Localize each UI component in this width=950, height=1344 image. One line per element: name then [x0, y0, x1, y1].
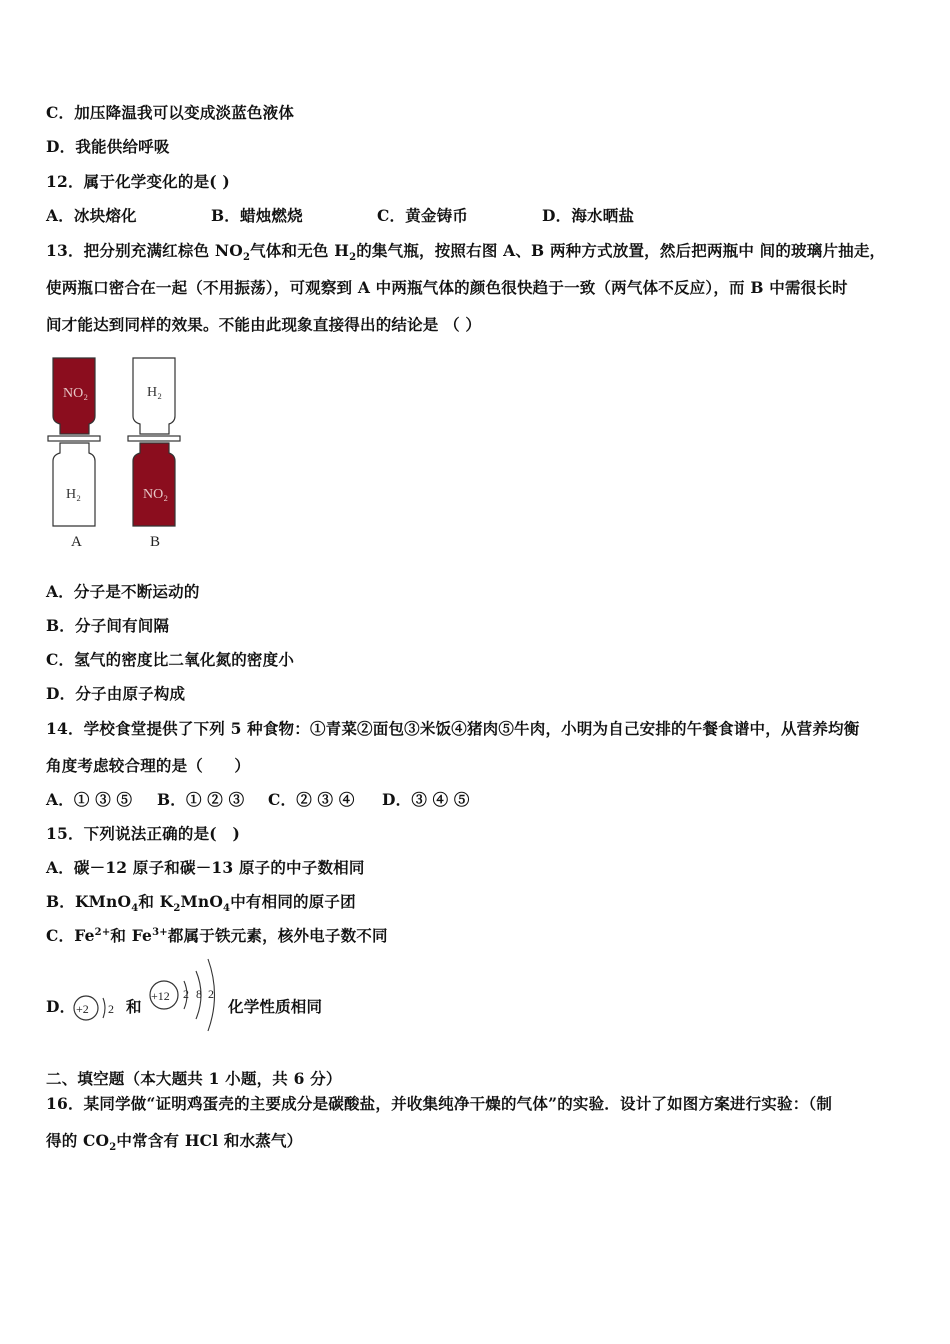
- q13-text: 气体和无色 H: [250, 241, 350, 260]
- jar-b-top-label: H₂: [147, 385, 162, 400]
- atom-structure-he-icon: [70, 990, 120, 1026]
- q16-text: 得的 CO: [46, 1131, 110, 1150]
- q15-b-text: 和 K: [138, 892, 174, 911]
- subscript: 2: [349, 252, 357, 264]
- gas-jars-figure: [44, 352, 194, 557]
- q14-stem-line2: 角度考虑较合理的是（ ）: [46, 756, 251, 775]
- glass-plate-b: [128, 436, 180, 441]
- q14-stem-line1: 14．学校食堂提供了下列 5 种食物：①青菜②面包③米饭④猪肉⑤牛肉，小明为自己安排的午餐食谱中，从营养均衡: [46, 719, 860, 738]
- q15-c-text: 和 Fe: [110, 926, 153, 945]
- q15-c-text: 都属于铁元素，核外电子数不同: [167, 926, 388, 945]
- svg-text:2: 2: [208, 987, 214, 1001]
- jar-a-bottom-label: H₂: [66, 487, 81, 502]
- q13-text: 13．把分别充满红棕色 NO: [46, 241, 243, 260]
- q13-option-b: B．分子间有间隔: [46, 616, 170, 635]
- q13-option-c: C．氢气的密度比二氧化氮的密度小: [46, 650, 295, 669]
- svg-text:+2: +2: [76, 1002, 89, 1016]
- q11-option-c: C．加压降温我可以变成淡蓝色液体: [46, 103, 295, 122]
- q15-b-text: B．KMnO: [46, 892, 132, 911]
- superscript: 2+: [94, 926, 111, 938]
- q15-stem: 15．下列说法正确的是( ): [46, 824, 241, 843]
- svg-text:8: 8: [196, 987, 202, 1001]
- figure-label-a: A: [71, 534, 82, 550]
- q12-option-b: B．蜡烛燃烧: [211, 206, 303, 225]
- q14-option-a: A．① ③ ⑤: [46, 790, 133, 809]
- figure-label-b: B: [150, 534, 161, 550]
- q16-text: 中常含有 HCl 和水蒸气）: [116, 1131, 303, 1150]
- svg-text:2: 2: [108, 1002, 114, 1016]
- q15-option-d-and: 和: [126, 997, 142, 1016]
- q14-option-c: C．② ③ ④: [268, 790, 355, 809]
- jar-a-bottom-h2: [53, 443, 95, 526]
- q11-option-d: D．我能供给呼吸: [46, 137, 170, 156]
- subscript: 2: [242, 252, 251, 264]
- jar-b-bottom-no2: [133, 443, 175, 526]
- q14-option-d: D．③ ④ ⑤: [382, 790, 470, 809]
- svg-text:2: 2: [183, 987, 189, 1001]
- q15-option-c: [46, 924, 388, 946]
- atom-structure-mg-icon: [146, 955, 226, 1033]
- jar-a-top-label: NO₂: [63, 386, 89, 401]
- svg-text:+12: +12: [151, 989, 170, 1003]
- glass-plate-a: [48, 436, 100, 441]
- section-title: 二、填空题（本大题共 1 小题，共 6 分）: [46, 1069, 342, 1088]
- q14-option-b: B．① ② ③: [157, 790, 245, 809]
- q13-option-a: A．分子是不断运动的: [46, 582, 200, 601]
- q13-stem-line2: 使两瓶口密合在一起（不用振荡），可观察到 A 中两瓶气体的颜色很快趋于一致（两气体不反应），而 B 中需很长时: [46, 278, 848, 297]
- q12-option-d: D．海水晒盐: [542, 206, 635, 225]
- q15-b-text: 中有相同的原子团: [230, 892, 356, 911]
- q13-stem-line3: 间才能达到同样的效果。不能由此现象直接得出的结论是 （ ）: [46, 315, 482, 334]
- q15-c-text: C．Fe: [46, 926, 95, 945]
- q16-stem-line1: 16．某同学做“证明鸡蛋壳的主要成分是碳酸盐，并收集纯净干燥的气体”的实验．设计了如图方案进行实验：（制: [46, 1094, 833, 1113]
- q15-option-a: A．碳－12 原子和碳－13 原子的中子数相同: [46, 858, 365, 877]
- q12-option-c: C．黄金铸币: [377, 206, 469, 225]
- superscript: 3+: [152, 926, 168, 938]
- q12-option-a: A．冰块熔化: [46, 206, 137, 225]
- q13-option-d: D．分子由原子构成: [46, 684, 186, 703]
- q13-stem-line1: [46, 239, 885, 263]
- q16-stem-line2: [46, 1129, 302, 1153]
- jar-b-bottom-label: NO₂: [143, 487, 169, 502]
- subscript: 4: [131, 903, 139, 915]
- subscript: 4: [223, 903, 231, 915]
- q13-text: 的集气瓶，按照右图 A、B 两种方式放置，然后把两瓶中 间的玻璃片抽走，: [356, 241, 886, 260]
- subscript: 2: [109, 1142, 117, 1154]
- q15-option-b: [46, 890, 356, 914]
- q15-option-d-label: D．: [46, 997, 76, 1016]
- q15-option-d-text: 化学性质相同: [228, 997, 323, 1016]
- subscript: 2: [173, 903, 181, 915]
- q12-stem: 12．属于化学变化的是( ): [46, 172, 230, 191]
- q15-b-text: MnO: [180, 892, 224, 911]
